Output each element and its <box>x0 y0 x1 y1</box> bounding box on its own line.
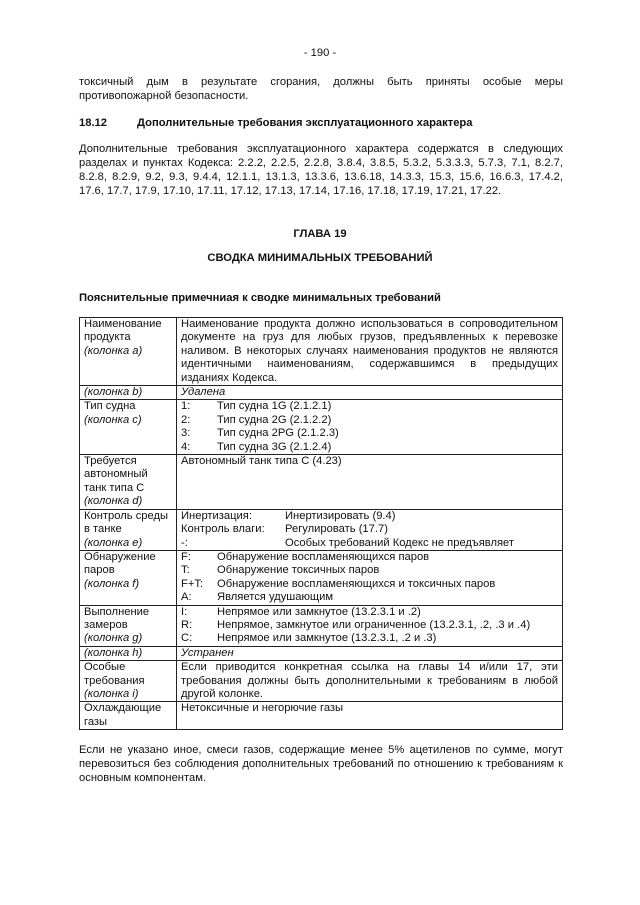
table-row <box>80 605 563 646</box>
notes-title: Пояснительные примечниая к сводке минимальных требований <box>79 292 441 304</box>
row-header <box>80 646 177 660</box>
item-value: Обнаружение токсичных паров <box>217 564 380 577</box>
item-value: Инертизировать (9.4) <box>285 509 396 522</box>
row-content: Если приводится конкретная ссылка на главы 14 и/или 17, эти требования должны быть дополнительными к требованиям в любой другой колонке. <box>177 661 563 702</box>
table-row <box>80 661 563 702</box>
page-number: - 190 - <box>303 47 337 59</box>
list-item <box>181 510 558 523</box>
list-item <box>181 578 558 591</box>
list-item <box>181 441 558 454</box>
row-label: Требуется автономный танк типа C <box>84 455 148 494</box>
item-value: Непрямое, замкнутое или ограниченное (13.2.3.1, .2, .3 и .4) <box>217 618 531 631</box>
item-value: Регулировать (17.7) <box>285 523 388 536</box>
list-item <box>181 632 558 645</box>
table-row <box>80 550 563 605</box>
row-label: Выполнение замеров <box>84 605 150 631</box>
column-ref: (колонка e) <box>84 536 143 549</box>
row-header <box>80 400 177 455</box>
list-item <box>181 537 558 550</box>
row-header <box>80 455 177 510</box>
row-header <box>80 318 177 386</box>
row-header <box>80 509 177 550</box>
item-key: -: <box>181 536 188 549</box>
item-key: F: <box>181 550 191 563</box>
row-header <box>80 550 177 605</box>
item-value: Особых требований Кодекс не предъявляет <box>285 536 514 549</box>
list-item <box>181 551 558 564</box>
list-item <box>181 400 558 413</box>
item-key: T: <box>181 564 190 577</box>
item-key: 4: <box>181 440 191 453</box>
row-header <box>80 702 177 730</box>
row-label: Обнаружение паров <box>84 550 156 577</box>
requirements-table <box>79 317 563 730</box>
row-content: Наименование продукта должно использоваться в сопроводительном документе на груз для любых грузов, предъявленных к перевозке наливом. В некоторых случаях наименования продуктов не являются идентичными наименованиям, содержавшимся в предыдущих изданиях Кодекса. <box>177 318 563 386</box>
column-ref: (колонка b) <box>84 386 143 399</box>
column-ref: (колонка f) <box>84 577 140 590</box>
list-item <box>181 427 558 440</box>
item-key: Инертизация: <box>181 509 252 522</box>
table-row <box>80 400 563 455</box>
item-value: Обнаружение воспламеняющихся паров <box>217 550 430 563</box>
section-heading <box>79 116 473 130</box>
section-number: 18.12 <box>79 117 107 129</box>
table-row <box>80 646 563 660</box>
item-value: Тип судна 1G (2.1.2.1) <box>217 400 332 413</box>
list-item <box>181 564 558 577</box>
list-item <box>181 606 558 619</box>
row-label: Тип судна <box>84 400 136 413</box>
list-item <box>181 591 558 604</box>
chapter-label: ГЛАВА 19 <box>293 228 347 240</box>
row-content <box>177 550 563 605</box>
outro-paragraph: Если не указано иное, смеси газов, содержащие менее 5% ацетиленов по сумме, могут перевозиться без соблюдения дополнительных требований по отношению к требованиям к основным компонентам. <box>79 744 563 784</box>
list-item <box>181 619 558 632</box>
column-ref: (колонка a) <box>84 344 143 357</box>
item-key: I: <box>181 605 188 618</box>
row-label: Наименование продукта <box>84 318 162 344</box>
row-content: Автономный танк типа C (4.23) <box>177 455 563 510</box>
column-ref: (колонка i) <box>84 687 139 700</box>
item-key: 2: <box>181 413 191 426</box>
column-ref: (колонка d) <box>84 495 143 508</box>
item-key: Контроль влаги: <box>181 523 265 536</box>
list-item <box>181 414 558 427</box>
item-key: F+T: <box>181 577 204 590</box>
row-label: Охлаждающие газы <box>84 702 162 728</box>
section-body: Дополнительные требования эксплуатационного характера содержатся в следующих разделах и пунктах Кодекса: 2.2.2, 2.2.5, 2.2.8, 3.8.4, 3.8.5, 5.3.2, 5.3.3.3, 5.7.3, 7.1, 8.2.7, 8.2.8, 8.2.9, 9.2, 9.3, 9.4.4, 12.1.1, 13.1.3, 13.3.6, 13.6.18, 14.3.3, 15.3, 15.6, 16.6.3, 17.4.2, 17.6, 17.7, 17.9, 17.10, 17.11, 17.12, 17.13, 17.14, 17.16, 17.18, 17.19, 17.21, 17.22. <box>79 143 563 197</box>
table-row <box>80 509 563 550</box>
item-key: 1: <box>181 400 191 413</box>
item-value: Тип судна 3G (2.1.2.4) <box>217 440 332 453</box>
item-value: Обнаружение воспламеняющихся и токсичных паров <box>217 577 496 590</box>
row-header <box>80 386 177 400</box>
table-row <box>80 318 563 386</box>
row-content: Устранен <box>177 646 563 660</box>
item-value: Тип судна 2G (2.1.2.2) <box>217 413 332 426</box>
column-ref: (колонка h) <box>84 646 143 659</box>
item-key: 3: <box>181 427 191 440</box>
item-key: A: <box>181 591 192 604</box>
row-content <box>177 509 563 550</box>
chapter-title: СВОДКА МИНИМАЛЬНЫХ ТРЕБОВАНИЙ <box>207 252 433 264</box>
row-header <box>80 661 177 702</box>
intro-paragraph: токсичный дым в результате сгорания, должны быть приняты особые меры противопожарной безопасности. <box>79 76 563 102</box>
list-item <box>181 523 558 536</box>
row-header <box>80 605 177 646</box>
table-row <box>80 455 563 510</box>
table-row <box>80 702 563 730</box>
row-content <box>177 605 563 646</box>
item-value: Непрямое или замкнутое (13.2.3.1, .2 и .3) <box>217 632 437 645</box>
row-label: Контроль среды в танке <box>84 509 169 536</box>
row-content <box>177 400 563 455</box>
row-content: Нетоксичные и негорючие газы <box>177 702 563 730</box>
column-ref: (колонка g) <box>84 632 143 645</box>
table-row <box>80 386 563 400</box>
row-label: Особые требования <box>84 661 145 687</box>
item-value: Является удушающим <box>217 591 334 604</box>
item-key: R: <box>181 618 193 631</box>
item-value: Непрямое или замкнутое (13.2.3.1 и .2) <box>217 605 421 618</box>
item-value: Тип судна 2PG (2.1.2.3) <box>217 427 339 440</box>
item-key: C: <box>181 632 193 645</box>
row-content: Удалена <box>177 386 563 400</box>
column-ref: (колонка c) <box>84 413 142 426</box>
section-title: Дополнительные требования эксплуатационного характера <box>137 117 473 129</box>
